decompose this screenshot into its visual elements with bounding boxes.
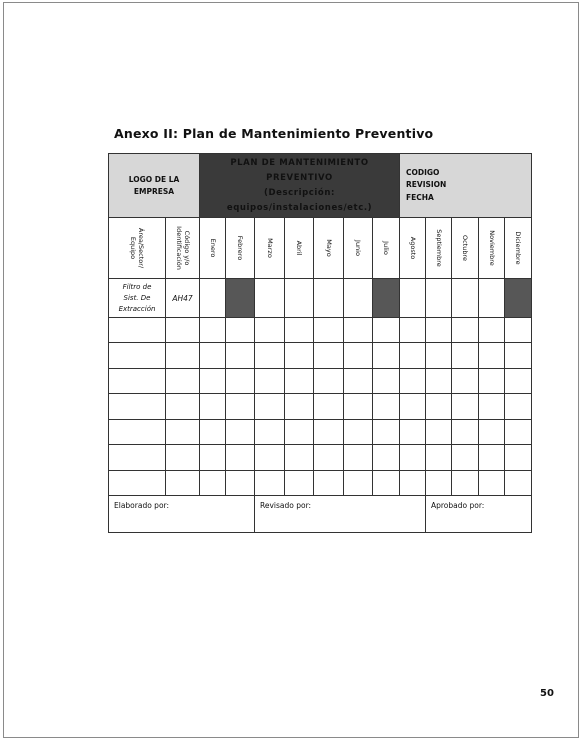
area-cell bbox=[109, 279, 166, 318]
empty-cell bbox=[109, 471, 166, 496]
month-label: Junio bbox=[354, 240, 362, 256]
table-row bbox=[109, 420, 532, 445]
month-cell-agosto bbox=[400, 279, 426, 318]
empty-cell bbox=[400, 445, 426, 471]
empty-cell bbox=[344, 420, 373, 445]
month-label: Julio bbox=[382, 241, 390, 255]
empty-cell bbox=[426, 420, 452, 445]
month-header-septiembre bbox=[426, 218, 452, 279]
empty-cell bbox=[373, 420, 400, 445]
empty-cell bbox=[505, 471, 532, 496]
empty-cell bbox=[426, 369, 452, 394]
empty-cell bbox=[166, 471, 200, 496]
code-cell: AH47 bbox=[166, 279, 200, 318]
empty-cell bbox=[452, 369, 479, 394]
empty-cell bbox=[479, 394, 505, 420]
company-logo-cell bbox=[109, 154, 200, 218]
empty-cell bbox=[314, 343, 344, 369]
area-line-3: Extracción bbox=[118, 304, 156, 313]
empty-cell bbox=[452, 394, 479, 420]
empty-cell bbox=[400, 343, 426, 369]
empty-cell bbox=[166, 318, 200, 343]
month-header-abril bbox=[285, 218, 314, 279]
empty-cell bbox=[166, 445, 200, 471]
logo-line-2: EMPRESA bbox=[133, 186, 175, 196]
month-label: Abril bbox=[295, 240, 303, 256]
empty-cell bbox=[200, 318, 226, 343]
empty-cell bbox=[109, 369, 166, 394]
empty-cell bbox=[426, 318, 452, 343]
empty-cell bbox=[200, 369, 226, 394]
month-label: Octubre bbox=[461, 234, 469, 262]
empty-cell bbox=[400, 318, 426, 343]
empty-cell bbox=[226, 369, 255, 394]
empty-cell bbox=[426, 445, 452, 471]
month-cell-marzo bbox=[255, 279, 285, 318]
empty-cell bbox=[285, 343, 314, 369]
table-row bbox=[109, 445, 532, 471]
empty-cell bbox=[400, 394, 426, 420]
month-label: Agosto bbox=[408, 236, 417, 260]
empty-cell bbox=[344, 394, 373, 420]
page-title: Anexo II: Plan de Mantenimiento Preventivo bbox=[114, 126, 434, 141]
month-header-junio bbox=[344, 218, 373, 279]
empty-cell bbox=[400, 471, 426, 496]
plan-line-1: PLAN DE MANTENIMIENTO bbox=[230, 157, 369, 168]
area-line-1: Filtro de bbox=[122, 282, 152, 291]
empty-cell bbox=[255, 394, 285, 420]
month-label: Mayo bbox=[324, 239, 333, 257]
empty-cell bbox=[426, 343, 452, 369]
table-row bbox=[109, 279, 532, 318]
empty-cell bbox=[109, 343, 166, 369]
plan-line-2: PREVENTIVO bbox=[266, 172, 333, 183]
meta-revision: REVISION bbox=[406, 180, 447, 190]
code-label-1: Código y/o bbox=[182, 230, 191, 266]
empty-cell bbox=[255, 445, 285, 471]
empty-cell bbox=[479, 471, 505, 496]
month-header-mayo bbox=[314, 218, 344, 279]
empty-cell bbox=[255, 318, 285, 343]
page-number: 50 bbox=[540, 688, 554, 699]
empty-cell bbox=[109, 394, 166, 420]
month-header-enero bbox=[200, 218, 226, 279]
empty-cell bbox=[479, 318, 505, 343]
empty-cell bbox=[166, 343, 200, 369]
logo-line-1: LOGO DE LA bbox=[128, 174, 180, 184]
aprobado-por-field: Aprobado por: bbox=[426, 496, 532, 533]
table-row bbox=[109, 394, 532, 420]
table-row bbox=[109, 369, 532, 394]
empty-cell bbox=[109, 445, 166, 471]
month-label: Diciembre bbox=[514, 231, 522, 265]
empty-cell bbox=[426, 394, 452, 420]
column-header-row bbox=[109, 218, 532, 279]
empty-cell bbox=[226, 318, 255, 343]
empty-cell bbox=[505, 318, 532, 343]
month-label: Febrero bbox=[236, 235, 244, 261]
empty-cell bbox=[344, 471, 373, 496]
empty-cell bbox=[505, 445, 532, 471]
plan-line-3: (Descripción: bbox=[263, 187, 336, 198]
empty-cell bbox=[255, 343, 285, 369]
meta-fecha: FECHA bbox=[406, 192, 434, 202]
empty-cell bbox=[314, 369, 344, 394]
empty-cell bbox=[314, 420, 344, 445]
empty-cell bbox=[400, 369, 426, 394]
empty-cell bbox=[226, 420, 255, 445]
empty-cell bbox=[200, 343, 226, 369]
empty-cell bbox=[109, 420, 166, 445]
meta-codigo: CODIGO bbox=[406, 167, 440, 177]
empty-cell bbox=[314, 394, 344, 420]
area-label-2: Equipo bbox=[129, 236, 137, 260]
empty-cell bbox=[285, 318, 314, 343]
empty-cell bbox=[479, 343, 505, 369]
empty-cell bbox=[226, 394, 255, 420]
empty-cell bbox=[373, 369, 400, 394]
empty-cell bbox=[109, 318, 166, 343]
signature-row bbox=[109, 496, 532, 533]
month-cell-julio bbox=[373, 279, 400, 318]
empty-cell bbox=[479, 420, 505, 445]
empty-cell bbox=[452, 420, 479, 445]
empty-cell bbox=[226, 471, 255, 496]
empty-cell bbox=[285, 471, 314, 496]
plan-title-cell bbox=[200, 154, 400, 218]
elaborado-por-field: Elaborado por: bbox=[109, 496, 255, 533]
code-label-2: Identificación bbox=[174, 226, 183, 270]
document-meta-cell bbox=[400, 154, 532, 218]
empty-cell bbox=[452, 445, 479, 471]
empty-cell bbox=[426, 471, 452, 496]
table-row bbox=[109, 343, 532, 369]
empty-cell bbox=[200, 445, 226, 471]
month-cell-junio bbox=[344, 279, 373, 318]
column-header-code bbox=[166, 218, 200, 279]
empty-cell bbox=[200, 471, 226, 496]
empty-cell bbox=[314, 445, 344, 471]
empty-cell bbox=[344, 445, 373, 471]
month-cell-mayo bbox=[314, 279, 344, 318]
empty-cell bbox=[255, 420, 285, 445]
empty-cell bbox=[479, 445, 505, 471]
maintenance-plan-table bbox=[108, 153, 532, 533]
empty-cell bbox=[285, 445, 314, 471]
column-header-area bbox=[109, 218, 166, 279]
empty-cell bbox=[166, 369, 200, 394]
empty-cell bbox=[344, 343, 373, 369]
month-cell-octubre bbox=[452, 279, 479, 318]
empty-cell bbox=[400, 420, 426, 445]
month-cell-enero bbox=[200, 279, 226, 318]
table-row bbox=[109, 471, 532, 496]
revisado-por-field: Revisado por: bbox=[255, 496, 426, 533]
empty-cell bbox=[314, 318, 344, 343]
empty-cell bbox=[226, 343, 255, 369]
month-header-noviembre bbox=[479, 218, 505, 279]
empty-cell bbox=[285, 420, 314, 445]
empty-cell bbox=[255, 471, 285, 496]
empty-cell bbox=[200, 394, 226, 420]
empty-cell bbox=[314, 471, 344, 496]
month-cell-abril bbox=[285, 279, 314, 318]
month-header-octubre bbox=[452, 218, 479, 279]
empty-cell bbox=[166, 394, 200, 420]
month-cell-febrero bbox=[226, 279, 255, 318]
table-row bbox=[109, 318, 532, 343]
month-label: Enero bbox=[208, 238, 217, 258]
empty-cell bbox=[452, 343, 479, 369]
empty-cell bbox=[373, 471, 400, 496]
empty-cell bbox=[373, 318, 400, 343]
empty-cell bbox=[166, 420, 200, 445]
empty-cell bbox=[373, 445, 400, 471]
month-header-julio bbox=[373, 218, 400, 279]
empty-cell bbox=[344, 369, 373, 394]
empty-cell bbox=[373, 394, 400, 420]
month-header-febrero bbox=[226, 218, 255, 279]
month-cell-diciembre bbox=[505, 279, 532, 318]
empty-cell bbox=[505, 343, 532, 369]
area-line-2: Sist. De bbox=[123, 293, 151, 302]
empty-cell bbox=[344, 318, 373, 343]
empty-cell bbox=[226, 445, 255, 471]
empty-cell bbox=[200, 420, 226, 445]
plan-line-4: equipos/instalaciones/etc.) bbox=[226, 202, 373, 213]
empty-cell bbox=[373, 343, 400, 369]
month-label: Noviembre bbox=[487, 230, 496, 266]
empty-cell bbox=[285, 369, 314, 394]
month-cell-noviembre bbox=[479, 279, 505, 318]
month-header-marzo bbox=[255, 218, 285, 279]
empty-cell bbox=[479, 369, 505, 394]
empty-cell bbox=[285, 394, 314, 420]
empty-cell bbox=[255, 369, 285, 394]
month-label: Septiembre bbox=[434, 229, 443, 267]
month-header-agosto bbox=[400, 218, 426, 279]
empty-cell bbox=[505, 420, 532, 445]
empty-cell bbox=[452, 471, 479, 496]
empty-cell bbox=[505, 369, 532, 394]
month-header-diciembre bbox=[505, 218, 532, 279]
month-cell-septiembre bbox=[426, 279, 452, 318]
month-label: Marzo bbox=[265, 238, 274, 258]
empty-cell bbox=[452, 318, 479, 343]
empty-cell bbox=[505, 394, 532, 420]
header-row bbox=[109, 154, 532, 218]
area-label-1: Área/Sector/ bbox=[137, 227, 145, 269]
